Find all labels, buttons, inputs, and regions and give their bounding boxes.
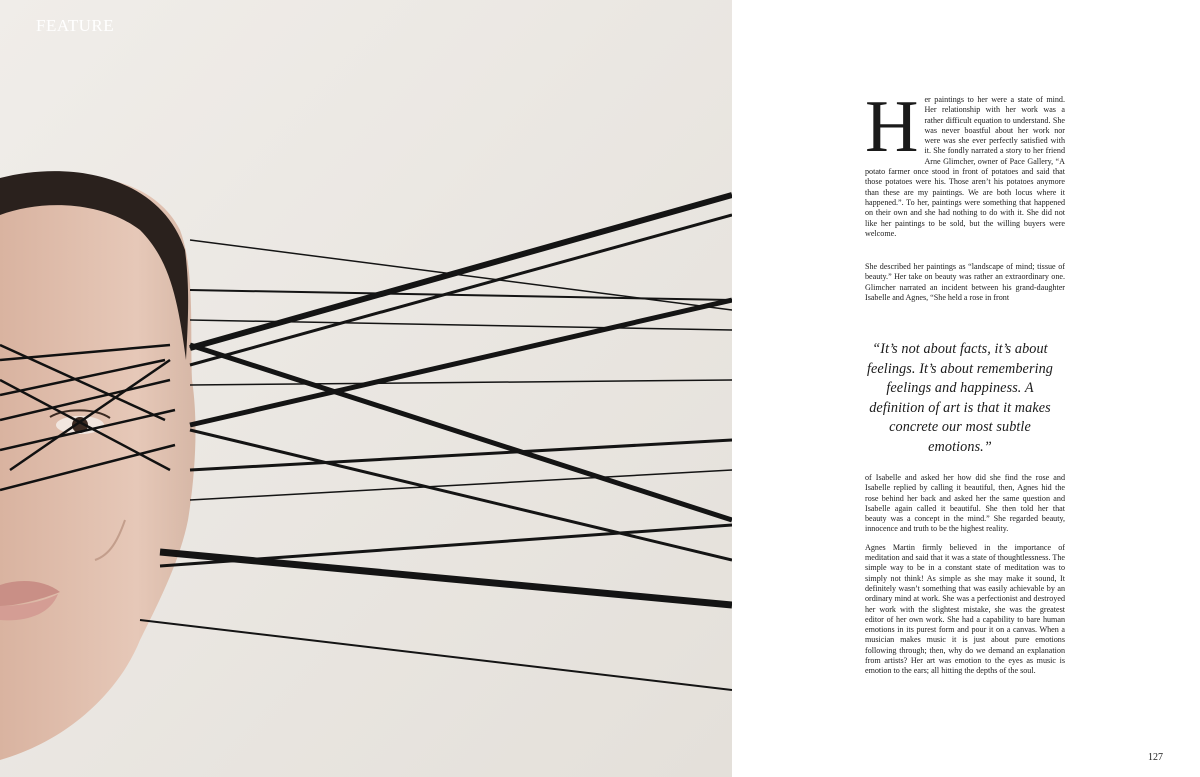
page-number: 127 bbox=[1148, 752, 1163, 763]
paragraph-3: of Isabelle and asked her how did she find the rose and Isabelle replied by calling it beautiful, then, Agnes hid the rose behind her back and asked her the same question and Isabelle again called it beautiful. She then told her that beauty was a concept in the mind.” She regarded beauty, innocence and truth to be the highest reality. bbox=[865, 473, 1065, 534]
pull-quote: “It’s not about facts, it’s about feelings. It’s about remembering feelings and happiness. A definition of art is that it makes concrete our most subtle emotions.” bbox=[866, 341, 1054, 455]
section-label: FEATURE bbox=[36, 16, 115, 35]
paragraph-4: Agnes Martin firmly believed in the importance of meditation and said that it was a state of thoughtlessness. The simple way to be in a constant state of meditation was to simply not think! As simple as she may make it sound, It definitely wasn’t something that was easily achievable by an ordinary mind at work. She was a perfectionist and destroyed her work with the slightest mistake, she was the greatest editor of her own work. She had a capability to bare human emotions in its purest form and pour it on a canvas. When a musician makes music it is just about pure emotions following through; then, why do we demand an explanation from artists? Her art was emotion to the eyes as music is emotion to the ears; all hitting the depths of the soul. bbox=[865, 542, 1065, 676]
article-paragraph-2: She described her paintings as “landscape of mind; tissue of beauty.” Her take on beauty was rather an extraordinary one. Glimcher narrated an incident between his grand-daughter Isabelle and Agnes, “She held a rose in front bbox=[865, 262, 1065, 302]
article-paragraph-1 bbox=[865, 86, 1065, 239]
drop-cap: H bbox=[865, 86, 919, 168]
text-page bbox=[732, 0, 1200, 777]
paragraph-1-text: er paintings to her were a state of mind. Her relationship with her work was a rather difficult equation to understand. She was never boastful about her work nor were was she ever perfectly satisfied with it. She fondly narrated a story to her friend Arne Glimcher, owner of Pace Gallery, “A potato farmer once stood in front of potatoes and said that those potatoes were his. Those aren’t his potatoes anymore than these are my paintings. We are both locus where it happened.”. To her, paintings were something that happened on their own and she had nothing to do with it. She did not like her paintings to be sold, but the willing buyers were welcome. bbox=[865, 95, 1065, 238]
article-continued bbox=[865, 473, 1065, 685]
